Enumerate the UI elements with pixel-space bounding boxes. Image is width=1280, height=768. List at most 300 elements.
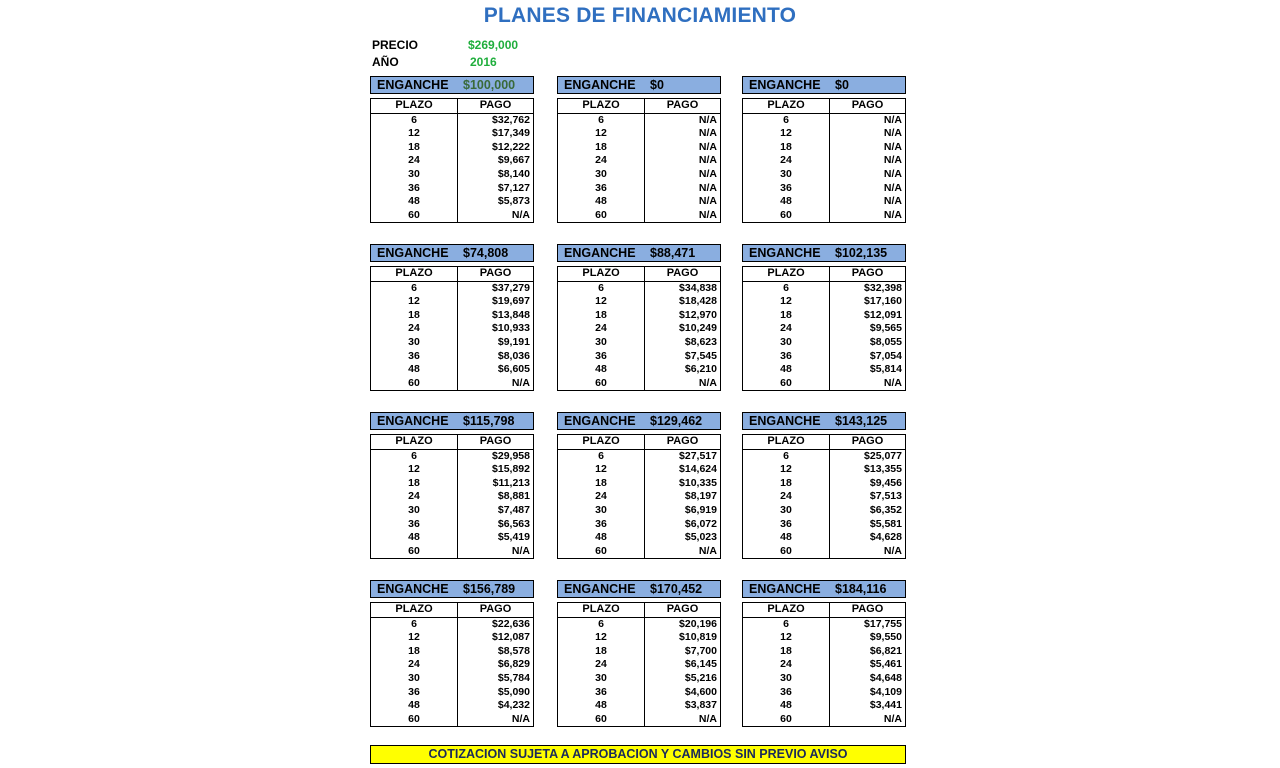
table-header-row: [558, 435, 721, 450]
pago-cell: N/A: [511, 712, 530, 725]
pago-cell: $5,873: [497, 195, 530, 208]
plazo-cell: 36: [743, 350, 830, 364]
table-row: [371, 518, 534, 532]
plazo-cell: 6: [558, 281, 645, 295]
pago-cell: $19,697: [492, 295, 530, 308]
plazo-cell: 48: [371, 195, 458, 209]
plan-block: [742, 76, 906, 223]
plazo-cell: 24: [558, 322, 645, 336]
pago-cell: $5,814: [869, 363, 902, 376]
plazo-cell: 60: [743, 209, 830, 223]
col-plazo-header: PLAZO: [558, 603, 645, 618]
plazo-cell: 36: [371, 350, 458, 364]
table-header-row: [558, 603, 721, 618]
plazo-cell: 6: [558, 113, 645, 127]
pago-cell: $4,600: [684, 685, 717, 698]
pago-cell: $6,829: [497, 658, 530, 671]
plazo-cell: 48: [371, 531, 458, 545]
table-row: [558, 209, 721, 223]
plan-header: [557, 412, 721, 430]
payment-table: [557, 266, 721, 391]
enganche-label: ENGANCHE: [749, 414, 821, 428]
pago-cell: N/A: [883, 140, 902, 153]
pago-cell: $12,087: [492, 631, 530, 644]
plazo-cell: 30: [558, 504, 645, 518]
pago-cell: N/A: [883, 181, 902, 194]
table-row: [371, 195, 534, 209]
pago-cell: $6,145: [684, 658, 717, 671]
table-header-row: [558, 267, 721, 282]
table-header-row: [371, 603, 534, 618]
enganche-value: $170,452: [650, 582, 703, 596]
table-row: [371, 350, 534, 364]
plazo-cell: 60: [743, 713, 830, 727]
plazo-cell: 12: [743, 463, 830, 477]
table-row: [371, 449, 534, 463]
pago-cell: $17,160: [864, 295, 902, 308]
table-row: [558, 113, 721, 127]
table-row: [558, 363, 721, 377]
table-row: [743, 686, 906, 700]
enganche-label: ENGANCHE: [377, 78, 449, 92]
plan-block: [557, 580, 721, 727]
pago-cell: N/A: [698, 113, 717, 126]
table-row: [558, 336, 721, 350]
enganche-label: ENGANCHE: [377, 582, 449, 596]
table-row: [558, 490, 721, 504]
pago-cell: $7,054: [869, 349, 902, 362]
table-row: [371, 699, 534, 713]
enganche-label: ENGANCHE: [377, 414, 449, 428]
pago-cell: $15,892: [492, 463, 530, 476]
plazo-cell: 48: [743, 363, 830, 377]
plazo-cell: 36: [558, 350, 645, 364]
table-row: [743, 336, 906, 350]
plazo-cell: 12: [371, 463, 458, 477]
plazo-cell: 30: [743, 336, 830, 350]
plan-header: [557, 580, 721, 598]
plazo-cell: 6: [743, 449, 830, 463]
col-plazo-header: PLAZO: [558, 267, 645, 282]
plan-block: [742, 412, 906, 559]
plazo-cell: 60: [558, 377, 645, 391]
pago-cell: N/A: [698, 195, 717, 208]
col-plazo-header: PLAZO: [558, 435, 645, 450]
plazo-cell: 6: [371, 281, 458, 295]
payment-table: [557, 434, 721, 559]
plazo-cell: 24: [558, 490, 645, 504]
pago-cell: N/A: [883, 113, 902, 126]
plan-block: [557, 244, 721, 391]
pago-cell: $11,213: [492, 476, 530, 489]
plazo-cell: 18: [743, 645, 830, 659]
table-row: [558, 195, 721, 209]
table-row: [371, 322, 534, 336]
col-pago-header: PAGO: [830, 603, 906, 618]
pago-cell: $3,837: [684, 699, 717, 712]
table-row: [558, 168, 721, 182]
pago-cell: N/A: [698, 712, 717, 725]
table-row: [558, 531, 721, 545]
table-header-row: [743, 99, 906, 114]
table-row: [371, 336, 534, 350]
pago-cell: $8,140: [497, 167, 530, 180]
table-row: [558, 545, 721, 559]
pago-cell: $13,848: [492, 308, 530, 321]
plazo-cell: 60: [371, 377, 458, 391]
table-header-row: [743, 267, 906, 282]
enganche-value: $74,808: [463, 246, 509, 260]
pago-cell: N/A: [698, 376, 717, 389]
pago-cell: $5,461: [869, 658, 902, 671]
plazo-cell: 36: [743, 182, 830, 196]
enganche-label: ENGANCHE: [564, 582, 636, 596]
table-row: [558, 377, 721, 391]
table-row: [558, 281, 721, 295]
table-row: [558, 127, 721, 141]
table-header-row: [371, 435, 534, 450]
plazo-cell: 36: [558, 686, 645, 700]
enganche-value: $115,798: [463, 414, 515, 428]
table-row: [558, 449, 721, 463]
plan-header: [742, 244, 906, 262]
col-plazo-header: PLAZO: [743, 435, 830, 450]
table-row: [743, 631, 906, 645]
pago-cell: $4,628: [869, 531, 902, 544]
plazo-cell: 24: [371, 154, 458, 168]
table-row: [558, 713, 721, 727]
pago-cell: $7,513: [869, 490, 902, 503]
table-row: [371, 531, 534, 545]
pago-cell: $5,784: [497, 671, 530, 684]
plazo-cell: 48: [371, 363, 458, 377]
table-row: [371, 617, 534, 631]
plan-block: [370, 580, 534, 727]
table-row: [371, 672, 534, 686]
table-row: [743, 545, 906, 559]
table-row: [371, 113, 534, 127]
plan-header: [742, 76, 906, 94]
table-row: [371, 477, 534, 491]
pago-cell: $27,517: [679, 449, 717, 462]
pago-cell: $8,623: [684, 335, 717, 348]
table-row: [371, 127, 534, 141]
plazo-cell: 6: [371, 113, 458, 127]
table-row: [371, 686, 534, 700]
table-row: [558, 350, 721, 364]
page-title: PLANES DE FINANCIAMIENTO: [483, 4, 797, 27]
enganche-value: $100,000: [463, 78, 516, 92]
pago-cell: $25,077: [864, 449, 902, 462]
plazo-cell: 12: [371, 631, 458, 645]
plazo-cell: 36: [743, 518, 830, 532]
plazo-cell: 12: [371, 295, 458, 309]
plazo-cell: 6: [743, 281, 830, 295]
pago-cell: $4,109: [869, 685, 902, 698]
plan-header: [742, 412, 906, 430]
pago-cell: $6,605: [497, 363, 530, 376]
plazo-cell: 24: [743, 490, 830, 504]
table-row: [558, 631, 721, 645]
pago-cell: N/A: [698, 127, 717, 140]
plazo-cell: 30: [743, 672, 830, 686]
col-pago-header: PAGO: [458, 435, 534, 450]
enganche-value: $0: [650, 78, 664, 92]
plazo-cell: 30: [371, 336, 458, 350]
plazo-cell: 60: [371, 545, 458, 559]
plan-header: [370, 580, 534, 598]
pago-cell: $22,636: [492, 617, 530, 630]
enganche-label: ENGANCHE: [749, 582, 821, 596]
table-row: [558, 686, 721, 700]
plazo-cell: 48: [743, 531, 830, 545]
pago-cell: N/A: [883, 376, 902, 389]
plazo-cell: 6: [558, 617, 645, 631]
payment-table: [370, 602, 534, 727]
plazo-cell: 48: [558, 363, 645, 377]
pago-cell: $6,352: [869, 503, 902, 516]
enganche-label: ENGANCHE: [749, 246, 821, 260]
pago-cell: $12,091: [864, 308, 902, 321]
col-pago-header: PAGO: [830, 267, 906, 282]
table-row: [743, 168, 906, 182]
plazo-cell: 18: [371, 309, 458, 323]
table-row: [743, 141, 906, 155]
enganche-value: $102,135: [835, 246, 888, 260]
enganche-label: ENGANCHE: [564, 414, 636, 428]
pago-cell: $9,667: [497, 154, 530, 167]
table-row: [371, 154, 534, 168]
pago-cell: N/A: [883, 127, 902, 140]
plan-block: [557, 412, 721, 559]
plazo-cell: 18: [743, 309, 830, 323]
table-row: [371, 363, 534, 377]
pago-cell: $8,881: [497, 490, 530, 503]
pago-cell: N/A: [883, 208, 902, 221]
plazo-cell: 12: [371, 127, 458, 141]
enganche-label: ENGANCHE: [749, 78, 821, 92]
anio-value: 2016: [470, 55, 497, 69]
table-row: [371, 377, 534, 391]
table-row: [743, 363, 906, 377]
table-row: [743, 281, 906, 295]
col-pago-header: PAGO: [645, 603, 721, 618]
pago-cell: $34,838: [679, 281, 717, 294]
pago-cell: $12,222: [492, 140, 530, 153]
plazo-cell: 18: [743, 141, 830, 155]
pago-cell: $32,398: [864, 281, 902, 294]
pago-cell: $7,487: [497, 503, 530, 516]
plan-block: [370, 412, 534, 559]
plan-header: [557, 244, 721, 262]
plazo-cell: 24: [743, 658, 830, 672]
table-row: [743, 449, 906, 463]
table-row: [743, 127, 906, 141]
table-row: [743, 658, 906, 672]
plazo-cell: 30: [371, 672, 458, 686]
payment-table: [742, 434, 906, 559]
table-row: [558, 182, 721, 196]
pago-cell: N/A: [511, 376, 530, 389]
table-row: [743, 518, 906, 532]
table-row: [743, 309, 906, 323]
table-row: [558, 699, 721, 713]
table-row: [371, 545, 534, 559]
plan-block: [742, 580, 906, 727]
plazo-cell: 6: [743, 113, 830, 127]
plazo-cell: 48: [558, 699, 645, 713]
col-pago-header: PAGO: [645, 267, 721, 282]
col-plazo-header: PLAZO: [743, 99, 830, 114]
plazo-cell: 48: [371, 699, 458, 713]
table-row: [371, 713, 534, 727]
table-row: [743, 713, 906, 727]
table-row: [371, 309, 534, 323]
plazo-cell: 36: [558, 182, 645, 196]
pago-cell: $8,036: [497, 349, 530, 362]
pago-cell: $5,023: [684, 531, 717, 544]
pago-cell: $6,919: [684, 503, 717, 516]
plazo-cell: 6: [558, 449, 645, 463]
plazo-cell: 24: [371, 322, 458, 336]
enganche-value: $88,471: [650, 246, 696, 260]
plazo-cell: 18: [371, 645, 458, 659]
table-row: [371, 645, 534, 659]
pago-cell: $6,210: [684, 363, 717, 376]
table-row: [743, 504, 906, 518]
plazo-cell: 24: [371, 490, 458, 504]
table-row: [558, 617, 721, 631]
pago-cell: $3,441: [869, 699, 902, 712]
pago-cell: $8,578: [497, 644, 530, 657]
plazo-cell: 48: [743, 195, 830, 209]
plazo-cell: 18: [743, 477, 830, 491]
plazo-cell: 60: [558, 209, 645, 223]
pago-cell: $4,232: [497, 699, 530, 712]
plazo-cell: 18: [371, 477, 458, 491]
table-row: [371, 182, 534, 196]
table-row: [371, 658, 534, 672]
table-header-row: [743, 603, 906, 618]
plazo-cell: 30: [558, 168, 645, 182]
plan-header: [370, 244, 534, 262]
table-row: [371, 504, 534, 518]
table-header-row: [743, 435, 906, 450]
pago-cell: $13,355: [864, 463, 902, 476]
plazo-cell: 36: [371, 518, 458, 532]
table-row: [371, 295, 534, 309]
pago-cell: N/A: [883, 712, 902, 725]
pago-cell: $10,249: [679, 322, 717, 335]
pago-cell: $37,279: [492, 281, 530, 294]
col-pago-header: PAGO: [645, 99, 721, 114]
table-row: [743, 699, 906, 713]
payment-table: [557, 602, 721, 727]
table-row: [743, 113, 906, 127]
pago-cell: $12,970: [679, 308, 717, 321]
pago-cell: $7,545: [684, 349, 717, 362]
precio-value: $269,000: [468, 38, 519, 52]
pago-cell: N/A: [698, 154, 717, 167]
col-pago-header: PAGO: [830, 99, 906, 114]
pago-cell: $8,197: [684, 490, 717, 503]
pago-cell: $8,055: [869, 335, 902, 348]
table-row: [743, 350, 906, 364]
pago-cell: $20,196: [679, 617, 717, 630]
pago-cell: N/A: [698, 181, 717, 194]
pago-cell: $9,565: [869, 322, 902, 335]
plazo-cell: 30: [371, 168, 458, 182]
table-row: [743, 490, 906, 504]
disclaimer-banner: COTIZACION SUJETA A APROBACION Y CAMBIOS SIN PREVIO AVISO: [370, 745, 906, 764]
table-row: [743, 322, 906, 336]
plazo-cell: 18: [558, 141, 645, 155]
plazo-cell: 36: [371, 182, 458, 196]
pago-cell: N/A: [883, 544, 902, 557]
enganche-label: ENGANCHE: [564, 78, 636, 92]
plazo-cell: 18: [558, 645, 645, 659]
plazo-cell: 60: [743, 545, 830, 559]
pago-cell: $10,335: [679, 476, 717, 489]
pago-cell: $5,090: [497, 685, 530, 698]
table-row: [558, 309, 721, 323]
table-header-row: [371, 267, 534, 282]
plazo-cell: 30: [743, 504, 830, 518]
pago-cell: $10,933: [492, 322, 530, 335]
plan-block: [370, 76, 534, 223]
enganche-value: $129,462: [650, 414, 703, 428]
pago-cell: $5,216: [684, 671, 717, 684]
enganche-value: $156,789: [463, 582, 516, 596]
table-row: [743, 377, 906, 391]
table-row: [371, 463, 534, 477]
plazo-cell: 48: [558, 195, 645, 209]
table-row: [558, 322, 721, 336]
table-row: [558, 477, 721, 491]
table-row: [558, 518, 721, 532]
table-row: [558, 658, 721, 672]
enganche-value: $143,125: [835, 414, 888, 428]
col-plazo-header: PLAZO: [371, 99, 458, 114]
table-row: [743, 617, 906, 631]
plan-header: [370, 76, 534, 94]
table-row: [558, 154, 721, 168]
pago-cell: $9,550: [869, 631, 902, 644]
plazo-cell: 12: [558, 631, 645, 645]
table-row: [371, 141, 534, 155]
plan-header: [370, 412, 534, 430]
col-pago-header: PAGO: [458, 99, 534, 114]
plazo-cell: 12: [743, 631, 830, 645]
payment-table: [557, 98, 721, 223]
plazo-cell: 24: [558, 658, 645, 672]
plazo-cell: 60: [371, 209, 458, 223]
pago-cell: $6,563: [497, 517, 530, 530]
table-row: [558, 672, 721, 686]
table-row: [743, 295, 906, 309]
col-plazo-header: PLAZO: [743, 603, 830, 618]
plazo-cell: 30: [558, 672, 645, 686]
plan-block: [557, 76, 721, 223]
enganche-value: $0: [835, 78, 849, 92]
payment-table: [370, 266, 534, 391]
plan-block: [370, 244, 534, 391]
payment-table: [370, 434, 534, 559]
plan-block: [742, 244, 906, 391]
pago-cell: $32,762: [492, 113, 530, 126]
plazo-cell: 60: [558, 713, 645, 727]
col-pago-header: PAGO: [458, 603, 534, 618]
